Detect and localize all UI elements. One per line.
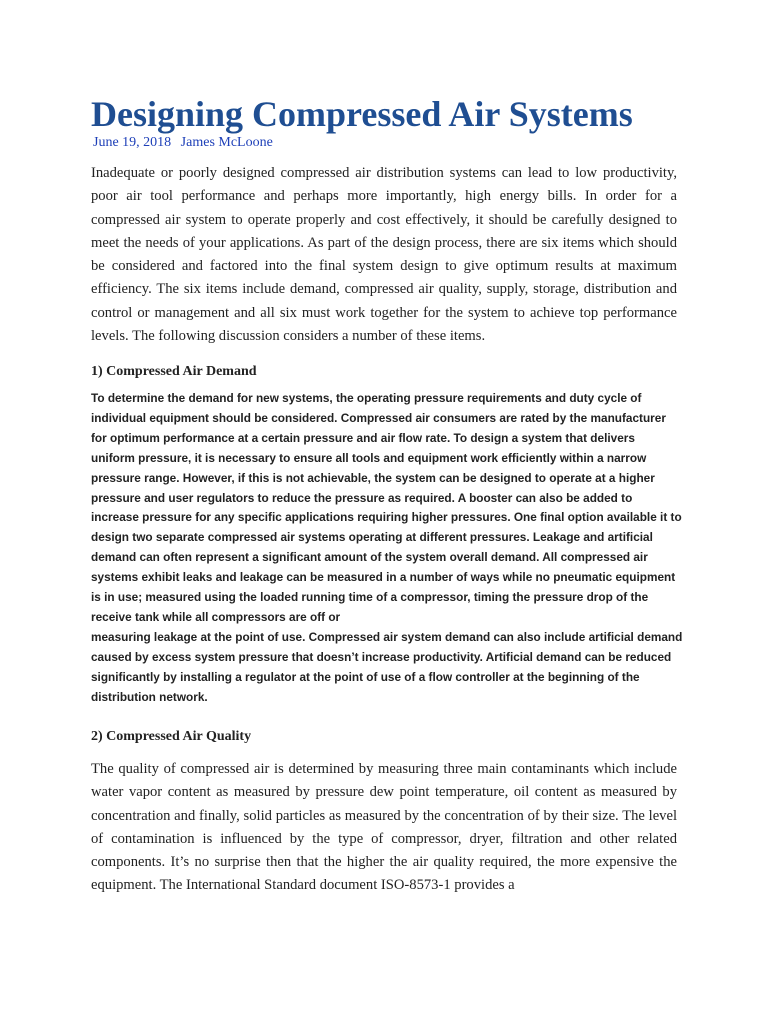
demand-line: systems exhibit leaks and leakage can be measured in a number of ways while no pneumatic equipment [91,570,676,585]
article-meta [93,133,273,153]
demand-line: is in use; measured using the loaded running time of a compressor, timing the pressure drop of the [91,590,649,605]
demand-paragraph [91,389,691,708]
demand-line: individual equipment should be considered. Compressed air consumers are rated by the manufacturer [91,410,666,425]
demand-line: demand can often represent a significant amount of the system overall demand. All compressed air [91,550,648,565]
section-heading-quality: 2) Compressed Air Quality [91,729,252,744]
demand-line: pressure range. However, if this is not achievable, the system can be designed to operate at a higher [91,470,655,485]
demand-line: caused by excess system pressure that doesn’t increase productivity. Artificial demand can be reduced [91,649,672,664]
article-author[interactable]: James McLoone [180,135,273,150]
demand-line: design two separate compressed air systems operating at different pressures. Leakage and artificial [91,530,653,545]
section-heading-demand: 1) Compressed Air Demand [91,364,257,379]
demand-line: increase pressure for any specific applications requiring higher pressures. One final option available it to [91,510,682,525]
demand-line: pressure and user regulators to reduce the pressure as required. A booster can also be added to [91,490,633,505]
demand-line: uniform pressure, it is necessary to ensure all tools and equipment work efficiently within a narrow [91,450,647,465]
demand-line: significantly by installing a regulator at the point of use of a flow controller at the beginning of the [91,669,640,684]
demand-line: measuring leakage at the point of use. Compressed air system demand can also include artificial demand [91,629,683,644]
quality-paragraph: The quality of compressed air is determined by measuring three main contaminants which include water vapor content as measured by pressure dew point temperature, oil content as measured by concentration and finally, solid particles as measured by the concentration of by their size. The level of contamination is influenced by the type of compressor, dryer, filtration and other related components. It’s no surprise then that the higher the air quality required, the more expensive the equipment. The International Standard document ISO-8573-1 provides a [91,761,677,894]
demand-line: distribution network. [91,689,208,704]
article-title: Designing Compressed Air Systems [91,94,633,134]
demand-line: To determine the demand for new systems, the operating pressure requirements and duty cycle of [91,391,642,405]
demand-line: receive tank while all compressors are off or [91,609,341,624]
intro-paragraph: Inadequate or poorly designed compressed air distribution systems can lead to low productivity, poor air tool performance and perhaps more importantly, high energy bills. In order for a compressed air system to operate properly and cost effectively, it should be carefully designed to meet the needs of your applications. As part of the design process, there are six items which should be considered and factored into the final system design to give optimum results at maximum efficiency. The six items include demand, compressed air quality, supply, storage, distribution and control or management and all six must work together for the system to achieve top performance levels. The following discussion considers a number of these items. [91,165,677,345]
demand-line: for optimum performance at a certain pressure and air flow rate. To design a system that delivers [91,430,635,445]
article-date[interactable]: June 19, 2018 [93,135,172,150]
